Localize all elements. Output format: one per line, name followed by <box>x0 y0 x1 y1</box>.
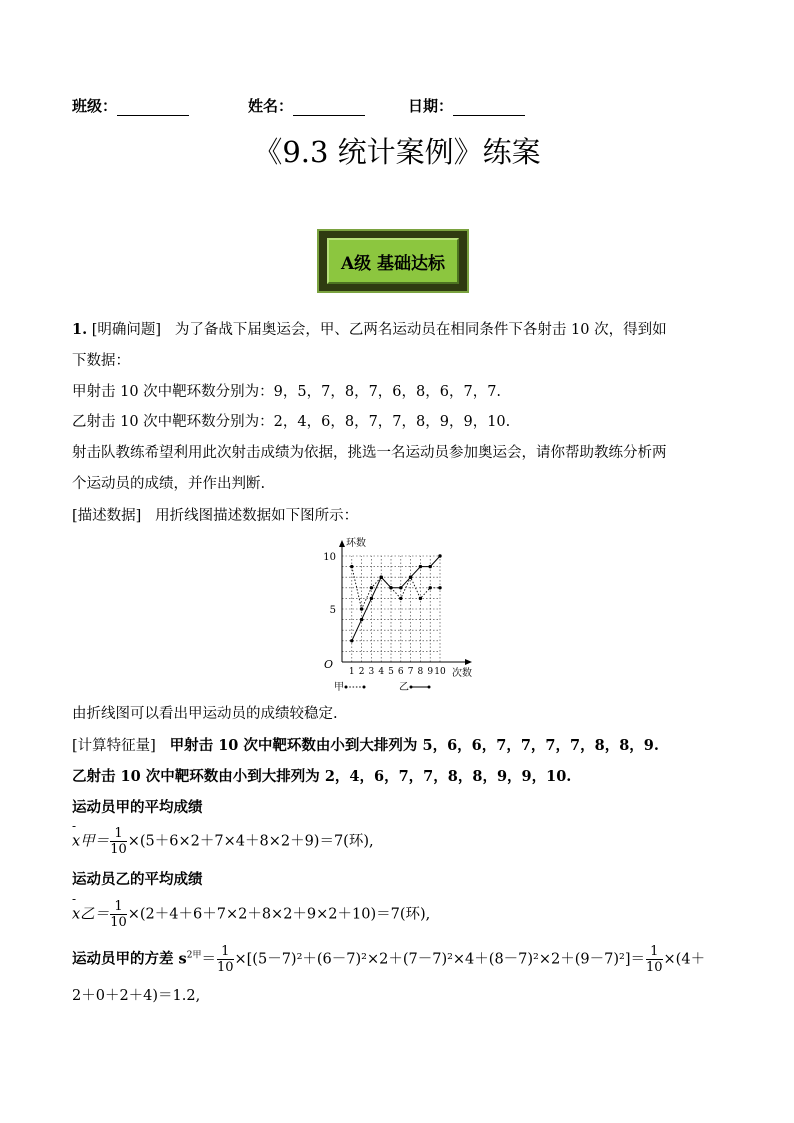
describe-line: [描述数据] 用折线图描述数据如下图所示： <box>72 508 359 524</box>
class-blank <box>117 99 189 116</box>
data-point-jia <box>350 565 353 568</box>
jia-mean-formula: - x甲＝ $\frac{1}{10}$ ×(5＋6×2＋7×4＋8×2＋9)＝7(环), <box>72 819 374 857</box>
y-tick-label: 5 <box>329 605 336 616</box>
date-label: 日期： <box>408 95 525 116</box>
x-tick-label: 3 <box>368 667 375 677</box>
legend-dot <box>428 686 431 689</box>
jia-scores: 甲射击 10 次中靶环数分别为：9，5，7，8，7，6，8，6，7，7. <box>72 384 502 400</box>
chart-axes <box>339 540 472 665</box>
problem-line-1: 1. [明确问题] 为了备战下届奥运会，甲、乙两名运动员在相同条件下各射击 10 次，得到如 <box>72 321 667 338</box>
data-point-yi <box>429 565 432 568</box>
yi-mean-formula: - x乙＝ $\frac{1}{10}$ ×(2＋4＋6＋7×2＋8×2＋9×2＋10)＝7(环), <box>72 892 431 930</box>
class-label: 班级： <box>72 95 189 116</box>
data-point-yi <box>360 618 363 621</box>
data-point-yi <box>350 639 353 642</box>
data-point-yi <box>438 554 441 557</box>
task-line-2: 个运动员的成绩，并作出判断. <box>72 476 266 492</box>
name-label: 姓名： <box>248 95 365 116</box>
jia-mean-label: 运动员甲的平均成绩 <box>72 799 203 816</box>
legend-label: 乙 <box>399 682 409 692</box>
date-blank <box>453 99 525 116</box>
x-tick-label: 9 <box>427 667 434 677</box>
x-axis-arrow <box>465 659 472 665</box>
name-blank <box>293 99 365 116</box>
y-tick-label: 10 <box>323 552 336 563</box>
chart-grid <box>342 556 440 662</box>
variance-line-2: 2＋0＋2＋4)＝1.2, <box>72 988 201 1004</box>
data-point-jia <box>419 597 422 600</box>
data-point-yi <box>419 565 422 568</box>
data-point-jia <box>370 586 373 589</box>
data-point-yi <box>399 586 402 589</box>
problem-line-2: 下数据： <box>72 353 130 369</box>
level-banner <box>317 229 469 293</box>
chart-legend <box>334 681 431 692</box>
yi-mean-label: 运动员乙的平均成绩 <box>72 871 203 888</box>
compute-line: [计算特征量] 甲射击 10 次中靶环数由小到大排列为 5，6，6，7，7，7，7，8，8，9. <box>72 737 659 754</box>
origin-label: O <box>324 658 334 671</box>
x-tick-label: 6 <box>397 667 404 677</box>
x-tick-label: 2 <box>358 667 365 677</box>
line-chart <box>300 532 490 692</box>
conclusion-line: 由折线图可以看出甲运动员的成绩较稳定. <box>72 706 338 722</box>
data-point-jia <box>360 607 363 610</box>
x-tick-label: 10 <box>434 667 446 677</box>
data-point-yi <box>370 597 373 600</box>
data-point-yi <box>389 586 392 589</box>
level-banner-label: A级 基础达标 <box>327 238 459 284</box>
x-tick-label: 1 <box>348 667 355 677</box>
data-point-jia <box>429 586 432 589</box>
data-point-jia <box>399 597 402 600</box>
x-axis-label: 次数 <box>452 668 472 679</box>
legend-dot <box>410 686 413 689</box>
chart-labels <box>323 536 472 679</box>
y-axis-label: 环数 <box>346 538 366 549</box>
legend-label: 甲 <box>334 682 344 692</box>
x-tick-label: 7 <box>407 667 414 677</box>
variance-formula: 运动员甲的方差 $s^{2甲}=$ $\frac{1}{10}$ ×[(5－7)²＋(6－7)²×2＋(7－7)²×4＋(8－7)²×2＋(9－7)²]＝ $\frac{1}{10}$ ×(4＋ <box>72 944 706 975</box>
x-tick-label: 8 <box>417 667 424 677</box>
data-point-yi <box>409 576 412 579</box>
data-point-yi <box>380 576 383 579</box>
yi-scores: 乙射击 10 次中靶环数分别为：2，4，6，8，7，7，8，9，9，10. <box>72 414 511 430</box>
legend-dot <box>345 686 348 689</box>
x-tick-label: 4 <box>378 667 385 677</box>
y-axis-arrow <box>339 540 345 547</box>
task-line-1: 射击队教练希望利用此次射击成绩为依据，挑选一名运动员参加奥运会，请你帮助教练分析两 <box>72 445 667 461</box>
data-point-jia <box>438 586 441 589</box>
x-tick-label: 5 <box>388 667 394 677</box>
yi-sorted: 乙射击 10 次中靶环数由小到大排列为 2，4，6，7，7，8，8，9，9，10. <box>72 768 572 785</box>
legend-dot <box>363 686 366 689</box>
page-title: 《9.3 统计案例》练案 <box>253 135 541 169</box>
